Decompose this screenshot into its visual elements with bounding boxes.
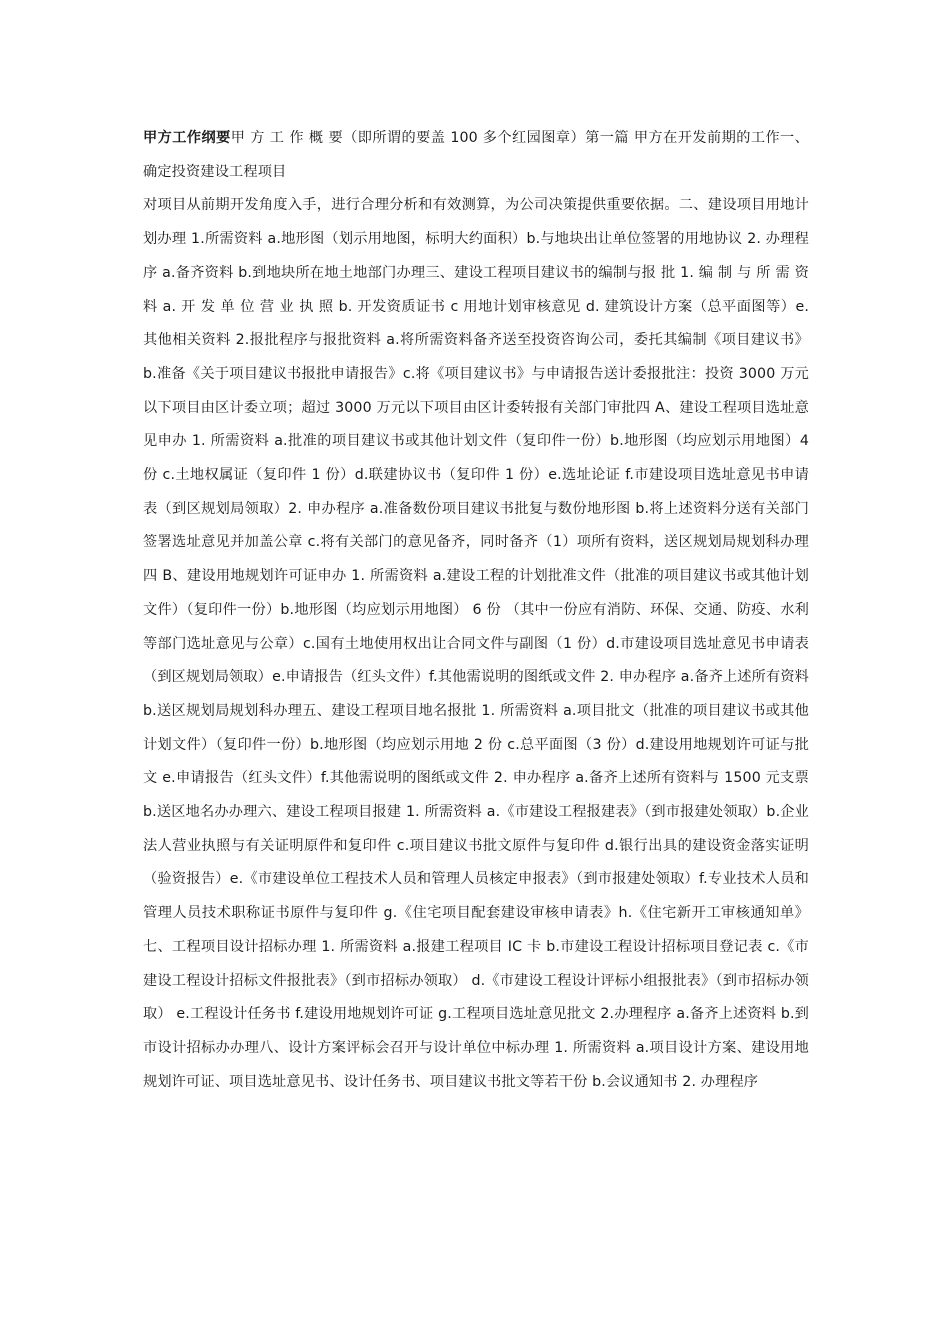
document-intro xyxy=(143,122,809,189)
document-page xyxy=(143,122,809,1099)
document-body: 对项目从前期开发角度入手，进行合理分析和有效测算，为公司决策提供重要依据。二、建设项目用地计划办理 1.所需资料 a.地形图（划示用地图，标明大约面积）b.与地块出让单位签署的用地协议 2. 办理程序 a.备齐资料 b.到地块所在地土地部门办理三、建设工程项目建议书的编制与报 批 1. 编 制 与 所 需 资 料 a. 开 发 单 位 营 业 执 照 b. 开发资质证书 c 用地计划审核意见 d. 建筑设计方案（总平面图等）e. 其他相关资料 2.报批程序与报批资料 a.将所需资料备齐送至投资咨询公司，委托其编制《项目建议书》b.准备《关于项目建议书报批申请报告》c.将《项目建议书》与申请报告送计委报批注：投资 3000 万元以下项目由区计委立项；超过 3000 万元以下项目由区计委转报有关部门审批四 A、建设工程项目选址意见申办 1. 所需资料 a.批准的项目建议书或其他计划文件（复印件一份）b.地形图（均应划示用地图）4 份 c.土地权属证（复印件 1 份）d.联建协议书（复印件 1 份）e.选址论证 f.市建设项目选址意见书申请表（到区规划局领取）2. 申办程序 a.准备数份项目建议书批复与数份地形图 b.将上述资料分送有关部门签署选址意见并加盖公章 c.将有关部门的意见备齐，同时备齐（1）项所有资料，送区规划局规划科办理四 B、建设用地规划许可证申办 1. 所需资料 a.建设工程的计划批准文件（批准的项目建议书或其他计划文件）（复印件一份）b.地形图（均应划示用地图） 6 份 （其中一份应有消防、环保、交通、防疫、水利等部门选址意见与公章）c.国有土地使用权出让合同文件与副图（1 份）d.市建设项目选址意见书申请表（到区规划局领取）e.申请报告（红头文件）f.其他需说明的图纸或文件 2. 申办程序 a.备齐上述所有资料 b.送区规划局规划科办理五、建设工程项目地名报批 1. 所需资料 a.项目批文（批准的项目建议书或其他计划文件）（复印件一份）b.地形图（均应划示用地 2 份 c.总平面图（3 份）d.建设用地规划许可证与批文 e.申请报告（红头文件）f.其他需说明的图纸或文件 2. 申办程序 a.备齐上述所有资料与 1500 元支票 b.送区地名办办理六、建设工程项目报建 1. 所需资料 a.《市建设工程报建表》（到市报建处领取）b.企业法人营业执照与有关证明原件和复印件 c.项目建议书批文原件与复印件 d.银行出具的建设资金落实证明（验资报告）e.《市建设单位工程技术人员和管理人员核定申报表》（到市报建处领取）f.专业技术人员和管理人员技术职称证书原件与复印件 g.《住宅项目配套建设审核申请表》h.《住宅新开工审核通知单》七、工程项目设计招标办理 1. 所需资料 a.报建工程项目 IC 卡 b.市建设工程设计招标项目登记表 c.《市建设工程设计招标文件报批表》（到市招标办领取） d.《市建设工程设计评标小组报批表》（到市招标办领取） e.工程设计任务书 f.建设用地规划许可证 g.工程项目选址意见批文 2.办理程序 a.备齐上述资料 b.到市设计招标办办理八、设计方案评标会召开与设计单位中标办理 1. 所需资料 a.项目设计方案、建设用地规划许可证、项目选址意见书、设计任务书、项目建议书批文等若干份 b.会议通知书 2. 办理程序 xyxy=(143,197,810,1090)
document-subtitle: 甲 方 工 作 概 要（即所谓的要盖 100 多个红园图章）第一篇 甲方在开发前期的工作一、确定投资建设工程项目 xyxy=(143,130,810,180)
document-title: 甲方工作纲要 xyxy=(143,130,231,146)
